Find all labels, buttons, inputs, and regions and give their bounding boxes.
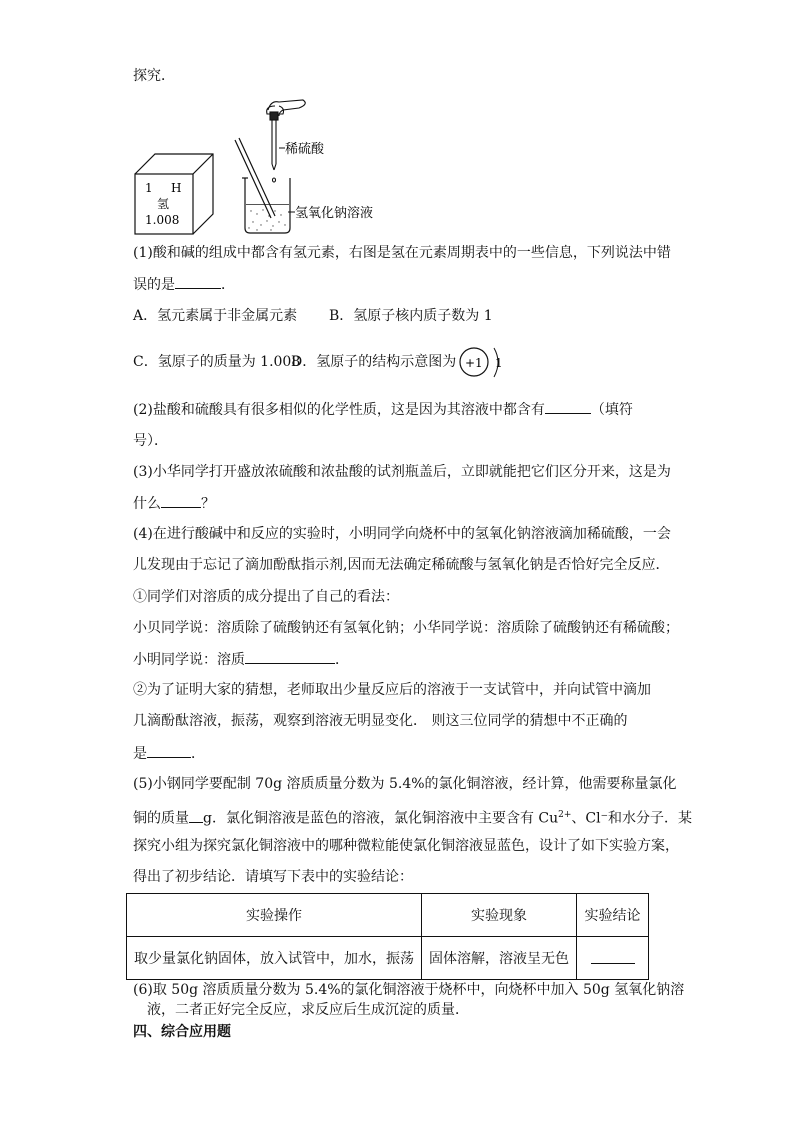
- atom-nucleus-charge: +1: [465, 356, 483, 370]
- q4-sub2-line2: 几滴酚酞溶液，振荡，观察到溶液无明显变化． 则这三位同学的猜想中不正确的: [133, 713, 628, 729]
- q1-line2-text: 误的是: [133, 277, 175, 293]
- q5-line2-text-c: 、Cl⁻和水分子．某: [571, 810, 693, 827]
- q1-option-a: A．氢元素属于非金属元素: [133, 308, 298, 324]
- table-cell-phenomenon: 固体溶解，溶液呈无色: [422, 937, 577, 980]
- q2-line1-text: (2)盐酸和硫酸具有很多相似的化学性质，这是因为其溶液中都含有: [133, 402, 545, 418]
- element-name: 氢: [157, 197, 170, 211]
- q5-line1: (5)小钢同学要配制 70g 溶质质量分数为 5.4%的氯化铜溶液，经计算，他需要称量氯化: [133, 776, 677, 792]
- beaker-label: 氢氧化钠溶液: [295, 206, 374, 221]
- dropper-label: 稀硫酸: [285, 142, 325, 157]
- conclusion-blank[interactable]: [591, 949, 635, 964]
- q3-line2-text: 什么: [133, 496, 161, 512]
- beaker-icon: [242, 178, 290, 233]
- q4-sub2-blank[interactable]: [147, 743, 191, 758]
- table-header-conclusion: 实验结论: [577, 894, 649, 937]
- q3-line2: [133, 493, 215, 514]
- atom-structure-icon: [458, 346, 506, 380]
- q5-line2: [133, 805, 692, 829]
- q1-option-d: D．氢原子的结构示意图为: [291, 354, 457, 370]
- table-header-row: [127, 894, 649, 937]
- q3-line1: (3)小华同学打开盛放浓硫酸和浓盐酸的试剂瓶盖后，立即就能把它们区分开来，这是为: [133, 464, 671, 480]
- q5-mass-blank[interactable]: [189, 808, 203, 823]
- element-number: 1: [145, 181, 153, 195]
- q1-line1: (1)酸和碱的组成中都含有氢元素，右图是氢在元素周期表中的一些信息，下列说法中错: [133, 245, 671, 261]
- figure-svg: [133, 96, 393, 238]
- q4-sub2-text: 是: [133, 746, 147, 762]
- q5-line2-text-b: g．氯化铜溶液是蓝色的溶液，氯化铜溶液中主要含有 Cu: [203, 810, 559, 827]
- q1-option-b: B．氢原子核内质子数为 1: [329, 308, 493, 324]
- q2-line1-end: （填符: [590, 402, 633, 418]
- q2-line1: [133, 399, 633, 420]
- experiment-table: [126, 893, 649, 980]
- q5-line3: 探究小组为探究氯化铜溶液中的哪种微粒能使氯化铜溶液显蓝色，设计了如下实验方案，: [133, 838, 679, 854]
- dropper-icon: [267, 100, 306, 182]
- q5-line2-text-a: 铜的质量: [133, 810, 189, 827]
- atom-electron-count: 1: [495, 356, 503, 370]
- q4-sub2-line3: [133, 743, 205, 764]
- q4-line1: (4)在进行酸碱中和反应的实验时，小明同学向烧杯中的氢氧化钠溶液滴加稀硫酸，一会: [133, 526, 671, 542]
- table-header-operation: 实验操作: [127, 894, 422, 937]
- q3-answer-blank[interactable]: [161, 493, 201, 508]
- q6-line1: (6)取 50g 溶质质量分数为 5.4%的氯化铜溶液于烧杯中，向烧杯中加入 50g 氢氧化钠溶: [133, 982, 685, 998]
- q4-sub1-views: 小贝同学说：溶质除了硫酸钠还有氢氧化钠；小华同学说：溶质除了硫酸钠还有稀硫酸；: [133, 620, 679, 636]
- q4-line2: 儿发现由于忘记了滴加酚酞指示剂,因而无法确定稀硫酸与氢氧化钠是否恰好完全反应．: [133, 557, 670, 573]
- q3-line2-end: ？: [201, 496, 215, 512]
- q2-line2: 号）．: [133, 433, 168, 449]
- q4-ming-end: ．: [335, 652, 349, 668]
- atom-diagram: [458, 346, 506, 384]
- q1-line2-end: ．: [221, 277, 235, 293]
- q5-line4: 得出了初步结论．请填写下表中的实验结论：: [133, 869, 413, 885]
- element-mass: 1.008: [145, 213, 180, 227]
- table-cell-conclusion[interactable]: [577, 937, 649, 980]
- glass-rod-icon: [235, 138, 275, 218]
- table-cell-operation: 取少量氯化钠固体，放入试管中，加水，振荡: [127, 937, 422, 980]
- element-symbol: H: [171, 181, 182, 195]
- q5-ion-charge: 2+: [558, 810, 572, 820]
- q6-line2: 液，二者正好完全反应，求反应后生成沉淀的质量．: [147, 1002, 469, 1018]
- q1-option-c: C．氢原子的质量为 1.008: [133, 354, 301, 370]
- q4-ming-text: 小明同学说：溶质: [133, 652, 245, 668]
- table-row: [127, 937, 649, 980]
- q4-sub2-line1: ②为了证明大家的猜想，老师取出少量反应后的溶液于一支试管中，并向试管中滴加: [133, 682, 651, 698]
- q2-answer-blank[interactable]: [545, 399, 591, 414]
- table-header-phenomenon: 实验现象: [422, 894, 577, 937]
- q1-answer-blank[interactable]: [175, 274, 221, 289]
- section-title: 四、综合应用题: [133, 1024, 231, 1040]
- q4-sub1-ming: [133, 649, 349, 670]
- q4-sub1: ①同学们对溶质的成分提出了自己的看法：: [133, 589, 399, 605]
- q1-line2: [133, 274, 235, 295]
- experiment-figure: [133, 96, 393, 242]
- q4-ming-blank[interactable]: [245, 649, 335, 664]
- liquid-dots: [246, 204, 289, 231]
- q4-sub2-end: ．: [191, 746, 205, 762]
- intro-text: 探究．: [133, 68, 175, 84]
